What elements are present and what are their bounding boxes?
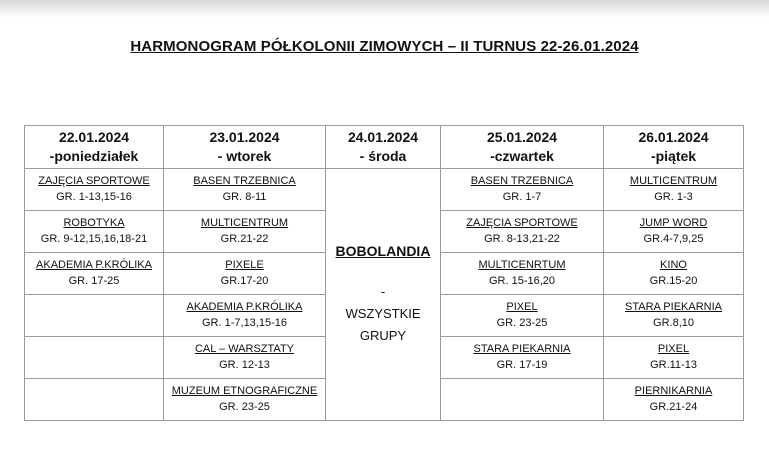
cell-monday-empty — [25, 379, 164, 421]
activity-groups: GR.21-22 — [220, 233, 269, 245]
activity-name: MUZEUM ETNOGRAFICZNE — [171, 385, 318, 397]
cell-friday — [604, 169, 744, 211]
wednesday-groups: - WSZYSTKIE GRUPY — [345, 283, 421, 343]
activity-name: PIXEL — [657, 343, 690, 355]
activity-name: PIERNIKARNIA — [634, 385, 713, 397]
cell-monday-empty — [25, 337, 164, 379]
activity-groups: GR. 1-7,13,15-16 — [202, 317, 287, 329]
activity-name: BASEN TRZEBNICA — [470, 175, 574, 187]
table-row — [25, 169, 744, 211]
day-name: -czwartek — [490, 148, 554, 164]
activity-groups: GR. 1-13,15-16 — [56, 191, 132, 203]
cell-tuesday — [164, 169, 326, 211]
activity-groups: GR. 15-16,20 — [488, 275, 556, 287]
day-date: 22.01.2024 — [58, 129, 130, 145]
day-date: 23.01.2024 — [209, 129, 280, 145]
activity-name: MULTICENTRUM — [629, 175, 718, 187]
activity-name: PIXELE — [225, 259, 264, 271]
cell-friday — [604, 379, 744, 421]
activity-name: JUMP WORD — [639, 217, 708, 229]
header-row — [25, 126, 744, 169]
cell-tuesday — [164, 337, 326, 379]
day-header-friday — [604, 126, 744, 169]
activity-name: KINO — [660, 259, 687, 271]
activity-groups: GR. 23-25 — [496, 317, 548, 329]
cell-thursday — [441, 169, 604, 211]
day-name: -piątek — [650, 148, 697, 164]
activity-groups: GR.4-7,9,25 — [643, 233, 704, 245]
cell-thursday — [441, 295, 604, 337]
activity-name: MULTICENTRUM — [200, 217, 289, 229]
activity-name: PIXEL — [506, 301, 538, 313]
activity-name: BASEN TRZEBNICA — [193, 175, 296, 187]
day-header-tuesday — [164, 126, 326, 169]
activity-name: ZAJĘCIA SPORTOWE — [466, 217, 578, 229]
activity-groups: GR. 8-13,21-22 — [484, 233, 560, 245]
page-title: HARMONOGRAM PÓŁKOLONII ZIMOWYCH – II TURNUS 22-26.01.2024 — [130, 38, 639, 55]
day-date: 24.01.2024 — [347, 129, 419, 145]
cell-monday — [25, 253, 164, 295]
cell-tuesday — [164, 211, 326, 253]
cell-thursday — [441, 337, 604, 379]
cell-tuesday — [164, 253, 326, 295]
cell-thursday — [441, 211, 604, 253]
day-date: 25.01.2024 — [486, 129, 558, 145]
activity-groups: GR. 9-12,15,16,18-21 — [40, 233, 148, 245]
schedule-table — [24, 125, 744, 421]
activity-name: ZAJĘCIA SPORTOWE — [38, 175, 150, 187]
activity-groups: GR.21-24 — [649, 401, 698, 413]
activity-name: CAL – WARSZTATY — [194, 343, 294, 355]
activity-groups: GR. 17-25 — [68, 275, 120, 287]
activity-name: STARA PIEKARNIA — [625, 301, 722, 313]
cell-thursday — [441, 253, 604, 295]
activity-groups: GR. 1-7 — [502, 191, 542, 203]
activity-groups: GR.17-20 — [220, 275, 269, 287]
activity-groups: GR. 12-13 — [219, 359, 270, 371]
cell-thursday-empty — [441, 379, 604, 421]
window-top-bar — [0, 0, 769, 18]
activity-name: STARA PIEKARNIA — [473, 343, 571, 355]
cell-monday — [25, 169, 164, 211]
day-name: - wtorek — [217, 148, 272, 164]
day-header-thursday — [441, 126, 604, 169]
cell-monday — [25, 211, 164, 253]
cell-wednesday-merged — [326, 169, 441, 421]
cell-friday — [604, 337, 744, 379]
activity-name: AKADEMIA P.KRÓLIKA — [186, 301, 303, 313]
activity-groups: GR.15-20 — [649, 275, 698, 287]
activity-groups: GR.11-13 — [650, 359, 697, 371]
day-header-monday — [25, 126, 164, 169]
cell-tuesday — [164, 295, 326, 337]
cell-monday-empty — [25, 295, 164, 337]
activity-groups: GR. 17-19 — [496, 359, 548, 371]
activity-name: MULTICENRTUM — [478, 259, 566, 271]
cell-tuesday — [164, 379, 326, 421]
activity-groups: GR. 8-11 — [222, 191, 267, 203]
day-name: -poniedziałek — [49, 148, 139, 164]
activity-name: ROBOTYKA — [63, 217, 125, 229]
cell-friday — [604, 211, 744, 253]
cell-friday — [604, 253, 744, 295]
activity-groups: GR. 1-3 — [654, 191, 693, 203]
wednesday-activity: BOBOLANDIA — [335, 242, 431, 259]
day-header-wednesday — [326, 126, 441, 169]
activity-groups: GR. 23-25 — [219, 401, 270, 413]
cell-friday — [604, 295, 744, 337]
day-name: - środa — [359, 148, 407, 164]
activity-groups: GR.8,10 — [653, 317, 694, 329]
day-date: 26.01.2024 — [638, 129, 709, 145]
activity-name: AKADEMIA P.KRÓLIKA — [36, 259, 152, 271]
